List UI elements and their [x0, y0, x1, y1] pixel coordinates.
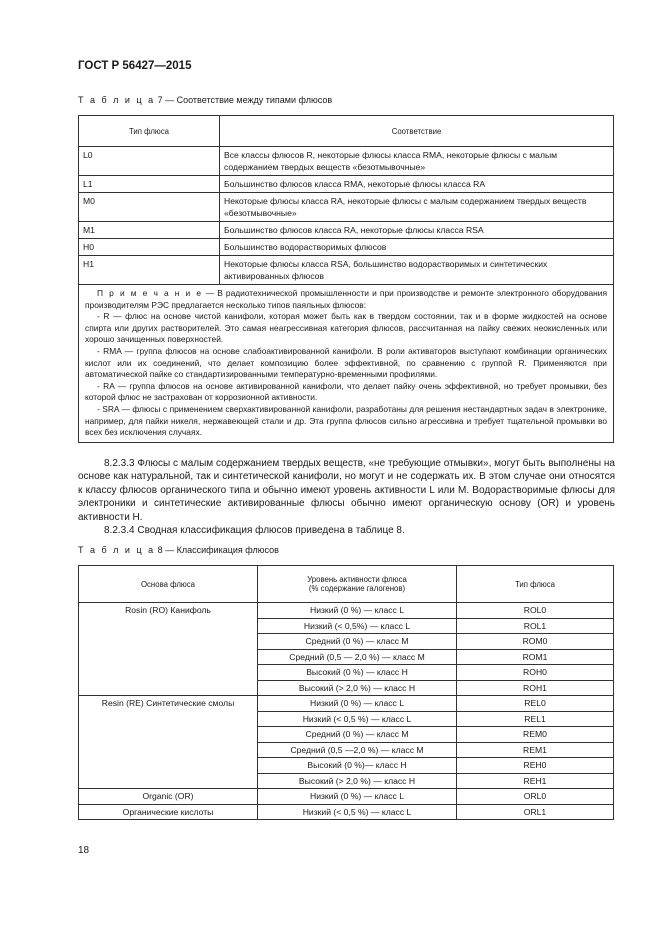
- table-cell: Средний (0,5 —2,0 %) — класс M: [258, 742, 457, 758]
- note-intro: — В радиотехнической промышленности и при производстве и ремонте электронного оборудования производителям РЭС предлагается несколько типов паяльных флюсов:: [85, 288, 608, 310]
- table7-header-type: Тип флюса: [79, 116, 220, 147]
- table-row: [79, 789, 614, 805]
- table-cell: ROL1: [457, 618, 614, 634]
- table-cell: Некоторые флюсы класса RA, некоторые флюсы с малым содержанием твердых веществ «безотмывочные»: [220, 193, 614, 222]
- table-cell: ROH1: [457, 680, 614, 696]
- table-cell: REH0: [457, 758, 614, 774]
- note-item: - R — флюс на основе чистой канифоли, которая может быть как в твердом состоянии, так и в форме жидкостей на основе спирта или других растворителей. Это самая неагрессивная категория флюсов, рассчитанная на пайку свежих неокисленных или хорошо зачищенных поверхностей.: [85, 311, 607, 345]
- page-number: 18: [78, 845, 90, 856]
- table-row: [79, 256, 614, 285]
- table-row: [79, 176, 614, 193]
- table-row: [79, 603, 614, 619]
- table-row: [79, 239, 614, 256]
- table-cell: ROM1: [457, 649, 614, 665]
- note-item: - SRA — флюсы с применением сверхактивированной канифоли, разработаны для решения нестандартных задач в электронике, например, для пайки никеля, нержавеющей стали и др. Эта группа флюсов сильно агрессивна и требует тщательной промывки во всех без исключения случаях.: [85, 403, 607, 438]
- table-cell: L0: [79, 147, 220, 176]
- note-item: - RMA — группа флюсов на основе слабоактивированной канифоли. В роли активаторов выступают комбинации органических кислот или их соединений, что делает композицию более эффективной, по сравнению с группой R. Применяются при автоматической пайке со стандартизированными температурно-временными профилями.: [85, 345, 607, 380]
- table-cell: REM0: [457, 727, 614, 743]
- table-cell: Низкий (< 0,5%) — класс L: [258, 618, 457, 634]
- table8-header-base: Основа флюса: [79, 566, 258, 603]
- table-cell: ROL0: [457, 603, 614, 619]
- table-cell: Высокий (> 2,0 %) — класс H: [258, 680, 457, 696]
- note-item: - RA — группа флюсов на основе активированной канифоли, что делает пайку очень эффективной, но требует промывки, без которой флюс не застрахован от коррозионной активности.: [85, 380, 607, 403]
- table7-caption: Т а б л и ц а 7 — Соответствие между типами флюсов: [78, 95, 333, 105]
- table-cell: REL0: [457, 696, 614, 712]
- table-row: [79, 193, 614, 222]
- table7-correspondence: [78, 115, 614, 443]
- table-row: [79, 147, 614, 176]
- paragraph-8-2-3-4: 8.2.3.4 Сводная классификация флюсов приведена в таблице 8.: [104, 525, 405, 537]
- table8-base-organic: Organic (OR): [79, 789, 258, 805]
- table-cell: Высокий (0 %)— класс H: [258, 758, 457, 774]
- table-cell: Высокий (> 2,0 %) — класс H: [258, 773, 457, 789]
- table-cell: M0: [79, 193, 220, 222]
- table-cell: L1: [79, 176, 220, 193]
- table-cell: Средний (0,5 — 2,0 %) — класс M: [258, 649, 457, 665]
- table-cell: H0: [79, 239, 220, 256]
- table-cell: ROH0: [457, 665, 614, 681]
- table8-base-resin: Resin (RE) Синтетические смолы: [79, 696, 258, 789]
- table-cell: Большинство водорастворимых флюсов: [220, 239, 614, 256]
- table-cell: ORL0: [457, 789, 614, 805]
- note-label: П р и м е ч а н и е: [97, 288, 203, 298]
- table-cell: REL1: [457, 711, 614, 727]
- paragraph-8-2-3-3: 8.2.3.3 Флюсы с малым содержанием твердых веществ, «не требующие отмывки», могут быть выполнены на основе как натуральной, так и синтетической канифоли, но могут и не содержать их. В этом случае они относятся к классу флюсов органического типа и обычно имеют уровень активности L или M. Водорастворимые флюсы для электроники и синтетические активированные флюсы обычно имеют органическую основу (OR) и уровень активности H.: [78, 458, 615, 523]
- table-cell: Средний (0 %) — класс M: [258, 727, 457, 743]
- table-cell: H1: [79, 256, 220, 285]
- table-cell: REM1: [457, 742, 614, 758]
- table8-header-activity: Уровень активности флюса (% содержание галогенов): [258, 566, 457, 603]
- table-cell: Большинство флюсов класса RA, некоторые флюсы класса RSA: [220, 222, 614, 239]
- table8-base-organic-ru: Органические кислоты: [79, 804, 258, 820]
- table8-header-type: Тип флюса: [457, 566, 614, 603]
- table8-caption: Т а б л и ц а 8 — Классификация флюсов: [78, 545, 279, 555]
- table7-note: [79, 285, 614, 443]
- table-cell: Низкий (0 %) — класс L: [258, 696, 457, 712]
- table-cell: Низкий (0 %) — класс L: [258, 603, 457, 619]
- table-cell: Низкий (0 %) — класс L: [258, 789, 457, 805]
- table-cell: M1: [79, 222, 220, 239]
- table7-header-correspondence: Соответствие: [220, 116, 614, 147]
- body-text: [78, 457, 615, 537]
- document-header: ГОСТ Р 56427—2015: [78, 60, 192, 72]
- table8-classification: [78, 565, 614, 820]
- table-cell: Большинство флюсов класса RMA, некоторые флюсы класса RA: [220, 176, 614, 193]
- table-cell: Некоторые флюсы класса RSA, большинство водорастворимых и синтетических активированных флюсов: [220, 256, 614, 285]
- table-cell: Все классы флюсов R, некоторые флюсы класса RMA, некоторые флюсы с малым содержанием твердых веществ «безотмывочные»: [220, 147, 614, 176]
- table-cell: REH1: [457, 773, 614, 789]
- table-row: [79, 222, 614, 239]
- table-cell: Низкий (< 0,5 %) — класс L: [258, 804, 457, 820]
- table-row: [79, 696, 614, 712]
- table-cell: ROM0: [457, 634, 614, 650]
- table-cell: Низкий (< 0,5 %) — класс L: [258, 711, 457, 727]
- table-row: [79, 804, 614, 820]
- table-cell: Высокий (0 %) — класс H: [258, 665, 457, 681]
- table-cell: Средний (0 %) — класс М: [258, 634, 457, 650]
- table-cell: ORL1: [457, 804, 614, 820]
- table8-base-rosin: Rosin (RO) Канифоль: [79, 603, 258, 696]
